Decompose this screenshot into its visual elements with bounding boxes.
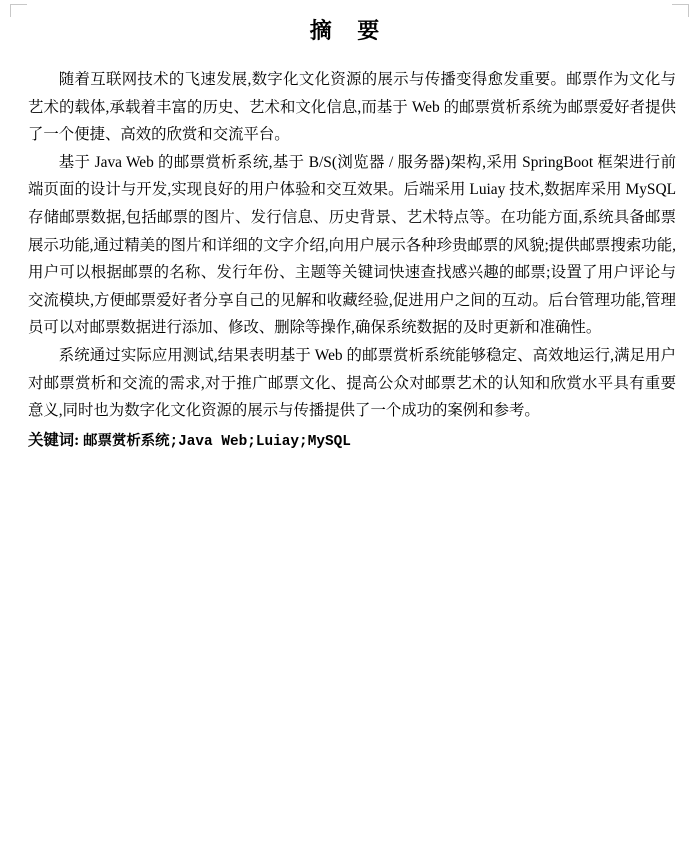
- paragraph-2: 基于 Java Web 的邮票赏析系统,基于 B/S(浏览器 / 服务器)架构,采用 SpringBoot 框架进行前端页面的设计与开发,实现良好的用户体验和交互效果。后端采用 Luiay 技术,数据库采用 MySQL 存储邮票数据,包括邮票的图片、发行信息、历史背景、艺术特点等。在功能方面,系统具备邮票展示功能,通过精美的图片和详细的文字介绍,向用户展示各种珍贵邮票的风貌;提供邮票搜索功能,用户可以根据邮票的名称、发行年份、主题等关键词快速查找感兴趣的邮票;设置了用户评论与交流模块,方便邮票爱好者分享自己的见解和收藏经验,促进用户之间的互动。后台管理功能,管理员可以对邮票数据进行添加、修改、删除等操作,确保系统数据的及时更新和准确性。: [28, 153, 676, 337]
- crop-mark-top-left: [10, 4, 27, 17]
- abstract-body: [28, 66, 676, 456]
- crop-mark-top-right: [672, 4, 689, 17]
- page-title: 摘 要: [309, 18, 390, 43]
- paragraph-3: 系统通过实际应用测试,结果表明基于 Web 的邮票赏析系统能够稳定、高效地运行,满足用户对邮票赏析和交流的需求,对于推广邮票文化、提高公众对邮票艺术的认知和欣赏水平具有重要意义,同时也为数字化文化资源的展示与传播提供了一个成功的案例和参考。: [28, 346, 676, 420]
- keywords-value: 邮票赏析系统;Java Web;Luiay;MySQL: [83, 433, 351, 450]
- keywords-label: 关键词:: [28, 431, 80, 449]
- keywords-line: [28, 427, 676, 457]
- paragraph-1: 随着互联网技术的飞速发展,数字化文化资源的展示与传播变得愈发重要。邮票作为文化与艺术的载体,承载着丰富的历史、艺术和文化信息,而基于 Web 的邮票赏析系统为邮票爱好者提供了一个便捷、高效的欣赏和交流平台。: [28, 71, 676, 144]
